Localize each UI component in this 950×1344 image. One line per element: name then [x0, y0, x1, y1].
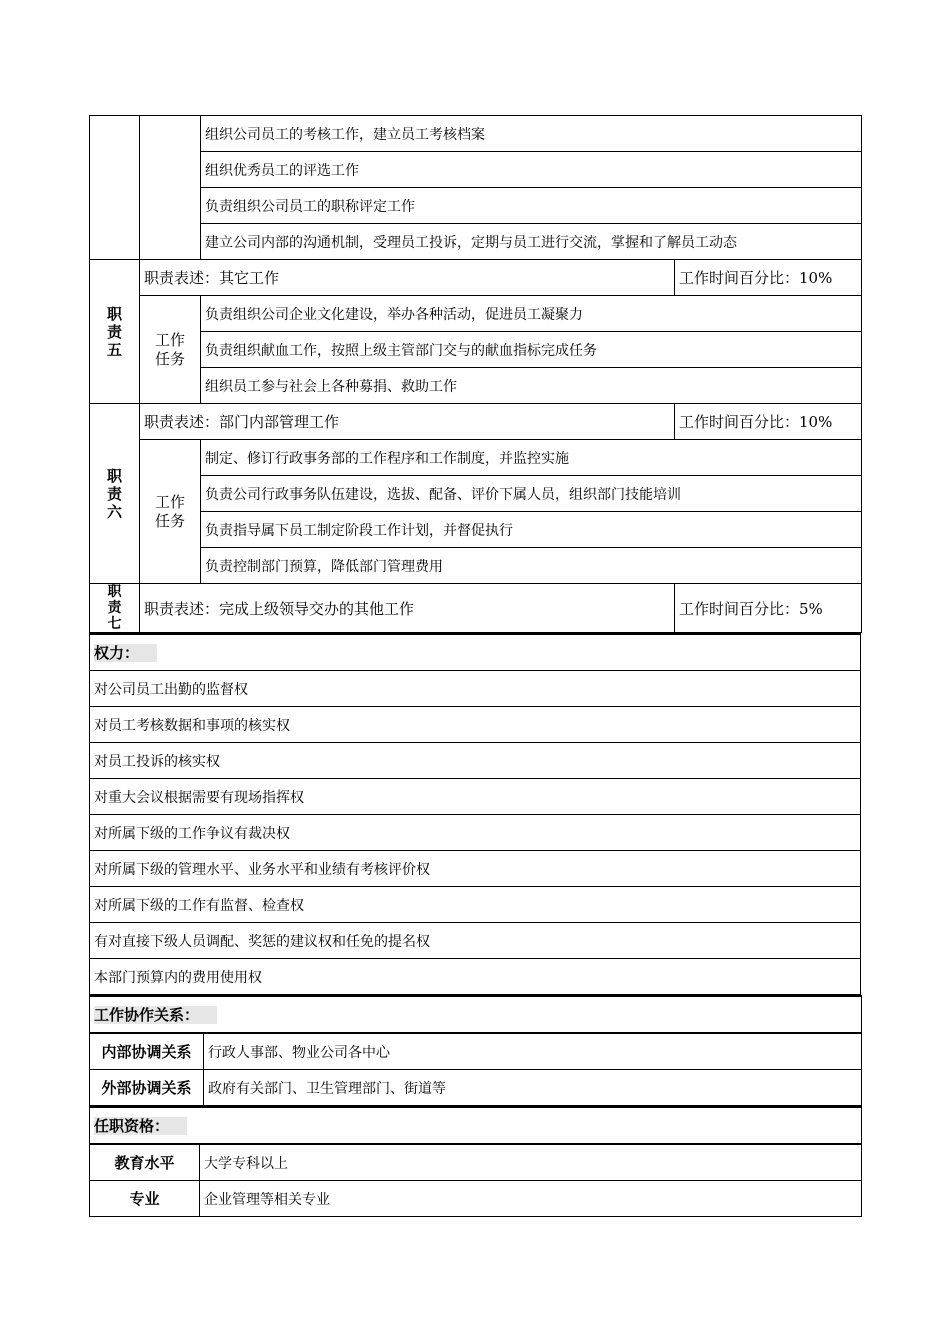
power-item: 对重大会议根据需要有现场指挥权: [90, 779, 861, 815]
external-relations-label: 外部协调关系: [90, 1070, 204, 1106]
relations-table: [89, 995, 862, 1106]
major-value: 企业管理等相关专业: [200, 1181, 862, 1217]
power-item: 有对直接下级人员调配、奖惩的建议权和任免的提名权: [90, 923, 861, 959]
power-item: 对所属下级的管理水平、业务水平和业绩有考核评价权: [90, 851, 861, 887]
duty5-description: 职责表述：其它工作: [140, 260, 675, 296]
task-item: 负责公司行政事务队伍建设，选拔、配备、评价下属人员，组织部门技能培训: [201, 476, 862, 512]
task-item: 负责组织公司员工的职称评定工作: [201, 188, 862, 224]
task-item: 制定、修订行政事务部的工作程序和工作制度，并监控实施: [201, 440, 862, 476]
external-relations-value: 政府有关部门、卫生管理部门、街道等: [204, 1070, 862, 1106]
duty6-task-label: 工作 任务: [140, 440, 201, 584]
task-item: 负责指导属下员工制定阶段工作计划，并督促执行: [201, 512, 862, 548]
power-item: 对公司员工出勤的监督权: [90, 671, 861, 707]
task-item: 负责组织献血工作，按照上级主管部门交与的献血指标完成任务: [201, 332, 862, 368]
task-label-continued: [140, 116, 201, 260]
duty5-label: 职 责 五: [90, 260, 140, 404]
qualifications-table: [89, 1106, 862, 1217]
education-label: 教育水平: [90, 1144, 200, 1181]
powers-table: [89, 633, 861, 995]
internal-relations-value: 行政人事部、物业公司各中心: [204, 1033, 862, 1070]
task-item: 负责控制部门预算，降低部门管理费用: [201, 548, 862, 584]
powers-section-title: 权力：: [90, 634, 861, 671]
task-item: 负责组织公司企业文化建设，举办各种活动，促进员工凝聚力: [201, 296, 862, 332]
duties-table: [89, 115, 862, 633]
duty6-percentage: 工作时间百分比：10%: [675, 404, 862, 440]
job-description-document: [89, 115, 861, 1217]
power-item: 对员工投诉的核实权: [90, 743, 861, 779]
duty7-label: 职 责 七: [90, 584, 140, 633]
duty6-description: 职责表述：部门内部管理工作: [140, 404, 675, 440]
task-item: 组织优秀员工的评选工作: [201, 152, 862, 188]
major-label: 专业: [90, 1181, 200, 1217]
power-item: 本部门预算内的费用使用权: [90, 959, 861, 995]
education-value: 大学专科以上: [200, 1144, 862, 1181]
duty7-percentage: 工作时间百分比：5%: [675, 584, 862, 633]
duty-label-continued: [90, 116, 140, 260]
duty5-percentage: 工作时间百分比：10%: [675, 260, 862, 296]
power-item: 对员工考核数据和事项的核实权: [90, 707, 861, 743]
task-item: 建立公司内部的沟通机制，受理员工投诉，定期与员工进行交流，掌握和了解员工动态: [201, 224, 862, 260]
duty7-description: 职责表述：完成上级领导交办的其他工作: [140, 584, 675, 633]
duty5-task-label: 工作 任务: [140, 296, 201, 404]
duty6-label: 职 责 六: [90, 404, 140, 584]
qualifications-section-title: 任职资格：: [90, 1107, 862, 1144]
power-item: 对所属下级的工作争议有裁决权: [90, 815, 861, 851]
task-item: 组织公司员工的考核工作，建立员工考核档案: [201, 116, 862, 152]
relations-section-title: 工作协作关系：: [90, 996, 862, 1033]
internal-relations-label: 内部协调关系: [90, 1033, 204, 1070]
task-item: 组织员工参与社会上各种募捐、救助工作: [201, 368, 862, 404]
power-item: 对所属下级的工作有监督、检查权: [90, 887, 861, 923]
